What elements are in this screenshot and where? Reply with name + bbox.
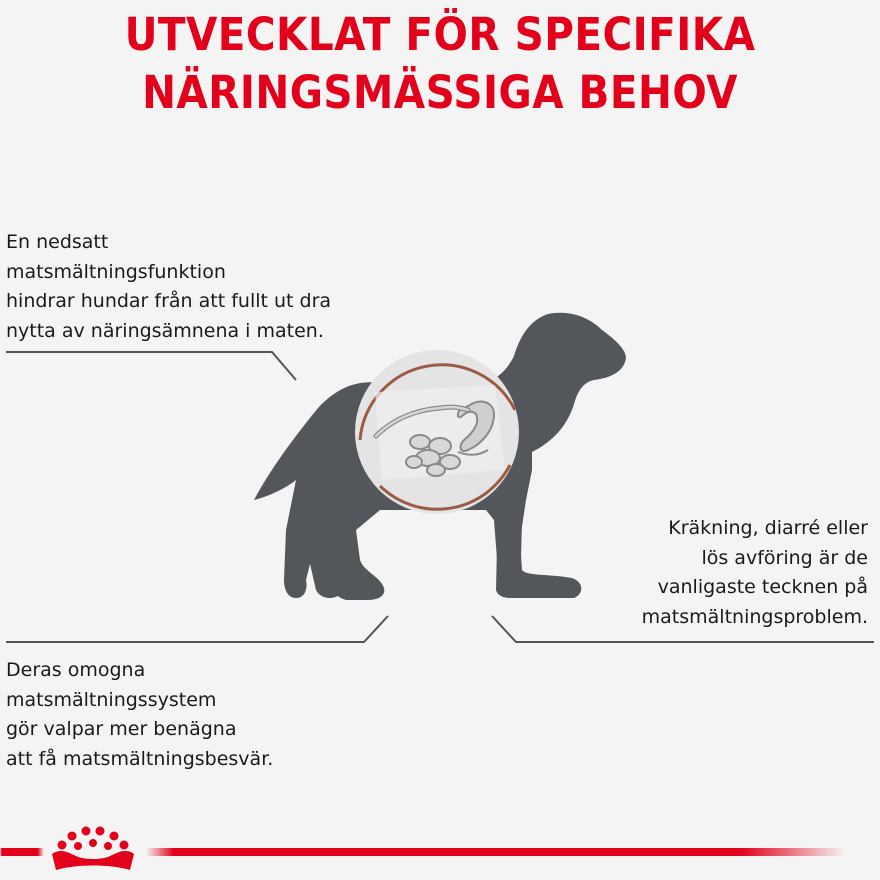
note-line: nytta av näringsämnena i maten. <box>6 319 324 342</box>
note-line: matsmältningssystem <box>6 688 217 711</box>
callout-line-top-left <box>6 352 296 380</box>
footer-bar-right <box>146 848 846 856</box>
note-line: hindrar hundar från att fullt ut dra <box>6 290 332 312</box>
callout-line-bottom-left <box>6 616 388 642</box>
note-line: Kräkning, diarré eller <box>668 517 868 539</box>
digestive-system-icon <box>355 350 519 514</box>
crown-logo-icon <box>52 827 134 871</box>
note-line: matsmältningsfunktion <box>6 260 226 283</box>
note-digestive-function <box>6 228 331 346</box>
note-line: En nedsatt <box>6 231 109 253</box>
note-line: lös avföring är de <box>701 546 868 569</box>
note-line: vanligaste tecknen på <box>657 576 868 598</box>
note-line: gör valpar mer benägna <box>6 718 237 740</box>
note-line: Deras omogna <box>6 659 146 681</box>
title-line-1: UTVECKLAT FÖR SPECIFIKA <box>124 8 756 61</box>
title-line-2: NÄRINGSMÄSSIGA BEHOV <box>142 66 738 119</box>
note-line: att få matsmältningsbesvär. <box>6 747 274 770</box>
footer-bar-left <box>0 848 44 856</box>
note-line: matsmältningsproblem. <box>641 605 868 628</box>
note-immature-system <box>6 656 273 774</box>
note-symptoms <box>642 514 868 632</box>
